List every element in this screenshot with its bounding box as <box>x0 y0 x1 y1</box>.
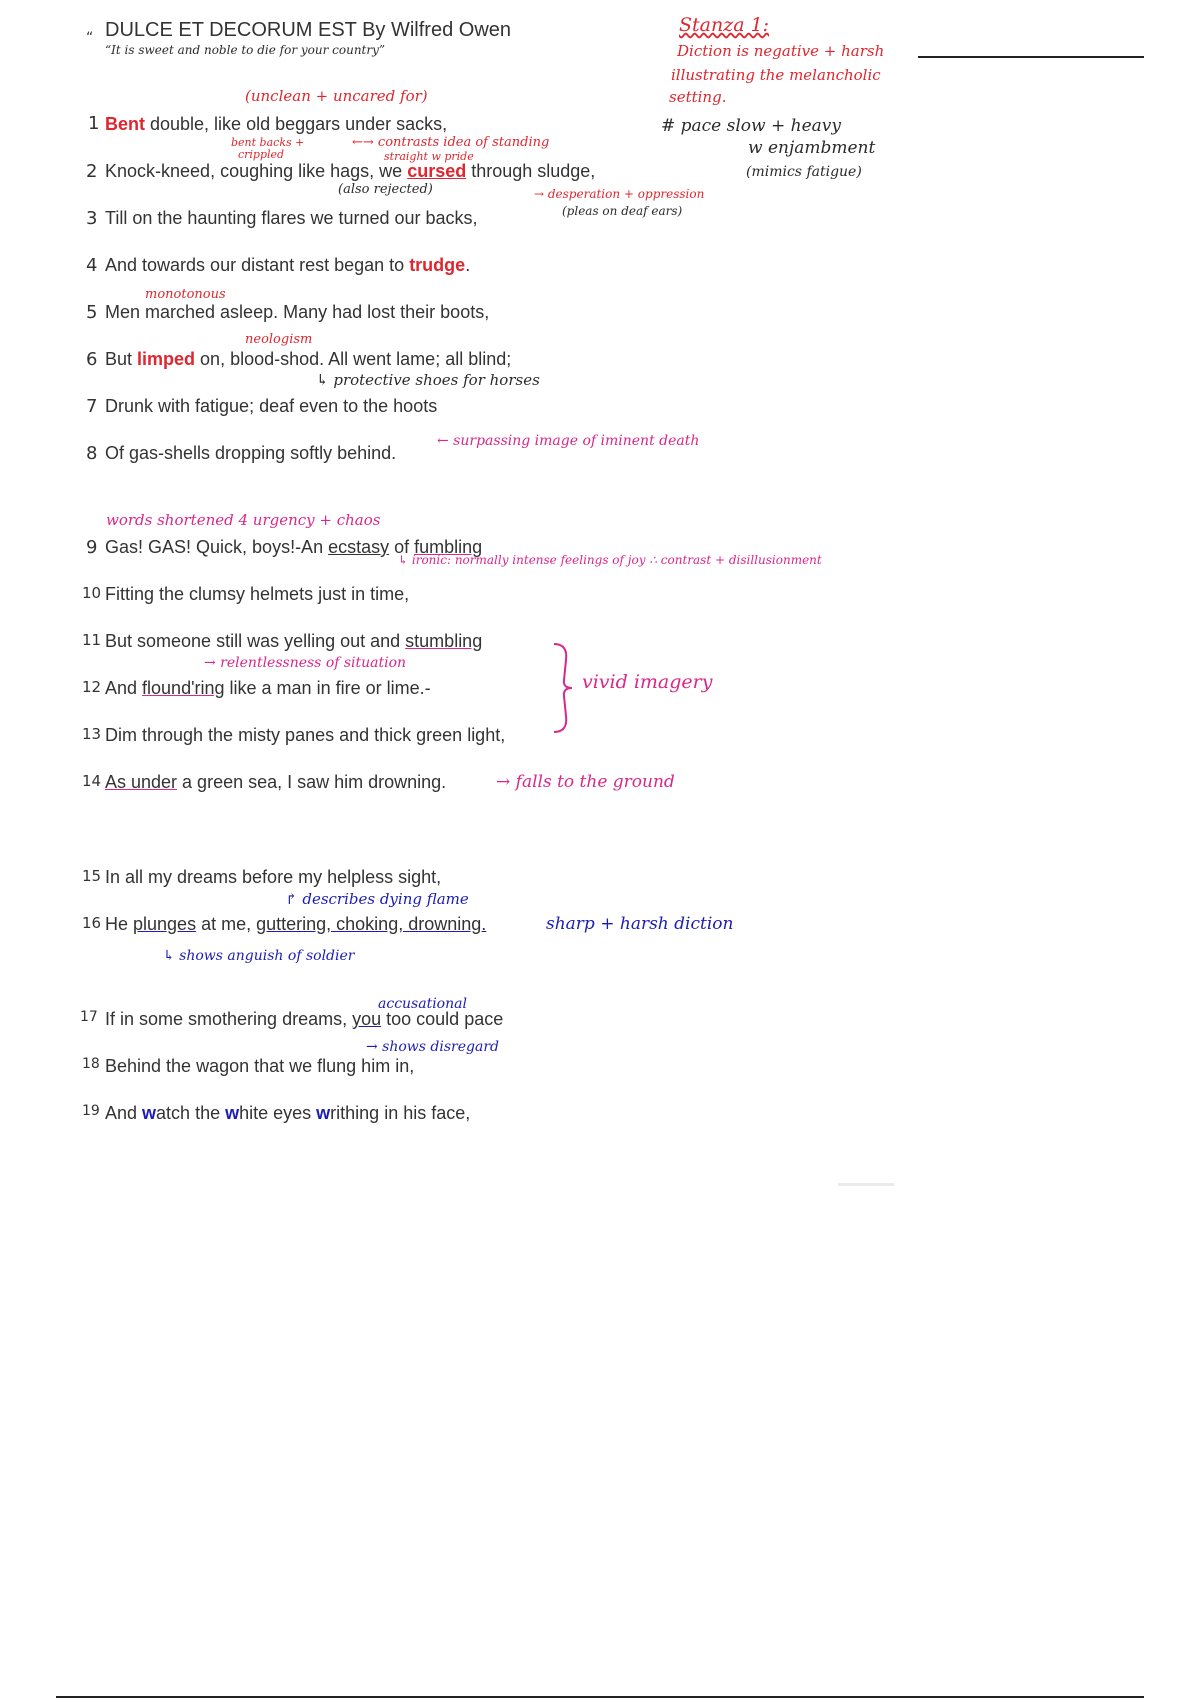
annotation-vivid: vivid imagery <box>582 671 713 693</box>
poem-line-16: He plunges at me, guttering, choking, drowning. <box>105 914 487 934</box>
poem-line-8: Of gas-shells dropping softly behind. <box>105 443 397 463</box>
annotation-surpassing: ← surpassing image of iminent death <box>437 433 700 449</box>
alliteration-w: w <box>142 1103 157 1123</box>
line-number: 11 <box>82 631 102 649</box>
poem-line-11: But someone still was yelling out and stumbling <box>105 631 483 651</box>
annotation-contrasts: ←→ contrasts idea of standing <box>352 135 550 150</box>
poem-line-1: Bent double, like old beggars under sacks, <box>105 114 448 134</box>
poem-line-10: Fitting the clumsy helmets just in time, <box>105 584 410 604</box>
poem-line-7: Drunk with fatigue; deaf even to the hoots <box>105 396 438 416</box>
line-number: 8 <box>86 443 98 464</box>
alliteration-w: w <box>225 1103 240 1123</box>
word-stumbling: stumbling <box>405 631 483 651</box>
annotation-neologism: neologism <box>245 332 313 347</box>
line-number: 2 <box>86 161 98 182</box>
line-number: 14 <box>82 772 102 790</box>
poem-line-6: But limped on, blood-shod. All went lame; all blind; <box>105 349 512 369</box>
annotation-accusational: accusational <box>378 996 467 1012</box>
annotation-protective: ↳ protective shoes for horses <box>316 371 540 389</box>
line-number: 19 <box>82 1103 100 1119</box>
phrase-guttering: guttering, choking, drowning. <box>256 914 487 934</box>
annotation-unclean: (unclean + uncared for) <box>245 87 428 105</box>
annotation-falls: → falls to the ground <box>496 772 675 792</box>
poem-line-9: Gas! GAS! Quick, boys!-An ecstasy of fumbling <box>105 537 483 557</box>
phrase-as-under: As under <box>105 772 178 792</box>
word-fumbling: fumbling <box>414 537 483 557</box>
annotation-straight: straight w pride <box>384 150 474 163</box>
annotation-crippled: crippled <box>238 148 285 161</box>
line-number: 12 <box>82 678 102 696</box>
line-number: 16 <box>82 914 102 932</box>
title-translation: “It is sweet and noble to die for your country” <box>105 43 386 57</box>
annotation-desperation: → desperation + oppression <box>534 187 705 201</box>
line-number: 7 <box>86 396 98 417</box>
line-number: 13 <box>82 725 102 743</box>
annotation-bent-backs: bent backs + <box>231 136 305 149</box>
poem-line-18: Behind the wagon that we flung him in, <box>105 1056 415 1076</box>
line-number: 6 <box>86 349 98 370</box>
line-number: 17 <box>80 1009 98 1025</box>
annotation-relentless: → relentlessness of situation <box>204 655 407 671</box>
keyword-trudge: trudge <box>409 255 466 275</box>
annotation-anguish: ↳ shows anguish of soldier <box>163 948 355 964</box>
word-plunges: plunges <box>133 914 197 934</box>
annotation-describes: ↱ describes dying flame <box>285 890 469 908</box>
poem-line-2: Knock-kneed, coughing like hags, we cursed through sludge, <box>105 161 596 181</box>
word-floundring: flound'ring <box>142 678 225 698</box>
annotation-also-rejected: (also rejected) <box>338 182 433 197</box>
stanza1-note-line1: Diction is negative + harsh <box>677 42 885 60</box>
keyword-cursed: cursed <box>407 161 467 181</box>
annotation-sharp: sharp + harsh diction <box>546 914 734 934</box>
brace-icon <box>550 640 580 735</box>
line-number: 15 <box>82 867 102 885</box>
keyword-bent: Bent <box>105 114 145 134</box>
stanza1-note-line3: setting. <box>669 88 727 106</box>
keyword-limped: limped <box>137 349 196 369</box>
annotation-pleas: (pleas on deaf ears) <box>562 204 683 218</box>
line-number: 10 <box>82 584 102 602</box>
word-you: you <box>352 1009 382 1029</box>
poem-line-13: Dim through the misty panes and thick green light, <box>105 725 506 745</box>
line-number: 1 <box>88 113 100 134</box>
pace-note-line3: (mimics fatigue) <box>746 164 862 180</box>
pace-note-line2: w enjambment <box>748 138 876 158</box>
word-ecstasy: ecstasy <box>328 537 390 557</box>
line-number: 9 <box>86 537 98 558</box>
stanza1-note-line2: illustrating the melancholic <box>671 66 881 84</box>
bottom-rule <box>56 1696 1144 1698</box>
faint-mark <box>838 1183 894 1186</box>
line-number: 18 <box>82 1056 100 1072</box>
poem-line-14: As under a green sea, I saw him drowning. <box>105 772 447 792</box>
top-right-rule <box>918 56 1144 58</box>
poem-line-5: Men marched asleep. Many had lost their boots, <box>105 302 490 322</box>
title-mark: “ <box>86 30 94 46</box>
pace-note-line1: # pace slow + heavy <box>661 116 842 136</box>
annotation-disregard: → shows disregard <box>366 1039 499 1055</box>
poem-line-19: And watch the white eyes writhing in his face, <box>105 1103 471 1123</box>
line-number: 3 <box>86 208 98 229</box>
poem-line-17: If in some smothering dreams, you too could pace <box>105 1009 504 1029</box>
line-number: 5 <box>86 302 98 323</box>
annotation-words-shortened: words shortened 4 urgency + chaos <box>106 511 381 529</box>
annotation-ironic: ↳ ironic: normally intense feelings of joy ∴ contrast + disillusionment <box>398 553 822 567</box>
poem-line-3: Till on the haunting flares we turned our backs, <box>105 208 478 228</box>
document-title: DULCE ET DECORUM EST By Wilfred Owen <box>105 19 512 41</box>
stanza1-heading: Stanza 1: <box>679 14 770 36</box>
line-number: 4 <box>86 255 98 276</box>
alliteration-w: w <box>316 1103 331 1123</box>
poem-line-15: In all my dreams before my helpless sight, <box>105 867 442 887</box>
poem-line-12: And flound'ring like a man in fire or lime.- <box>105 678 431 698</box>
poem-line-4: And towards our distant rest began to trudge. <box>105 255 471 275</box>
annotation-monotonous: monotonous <box>145 287 226 302</box>
